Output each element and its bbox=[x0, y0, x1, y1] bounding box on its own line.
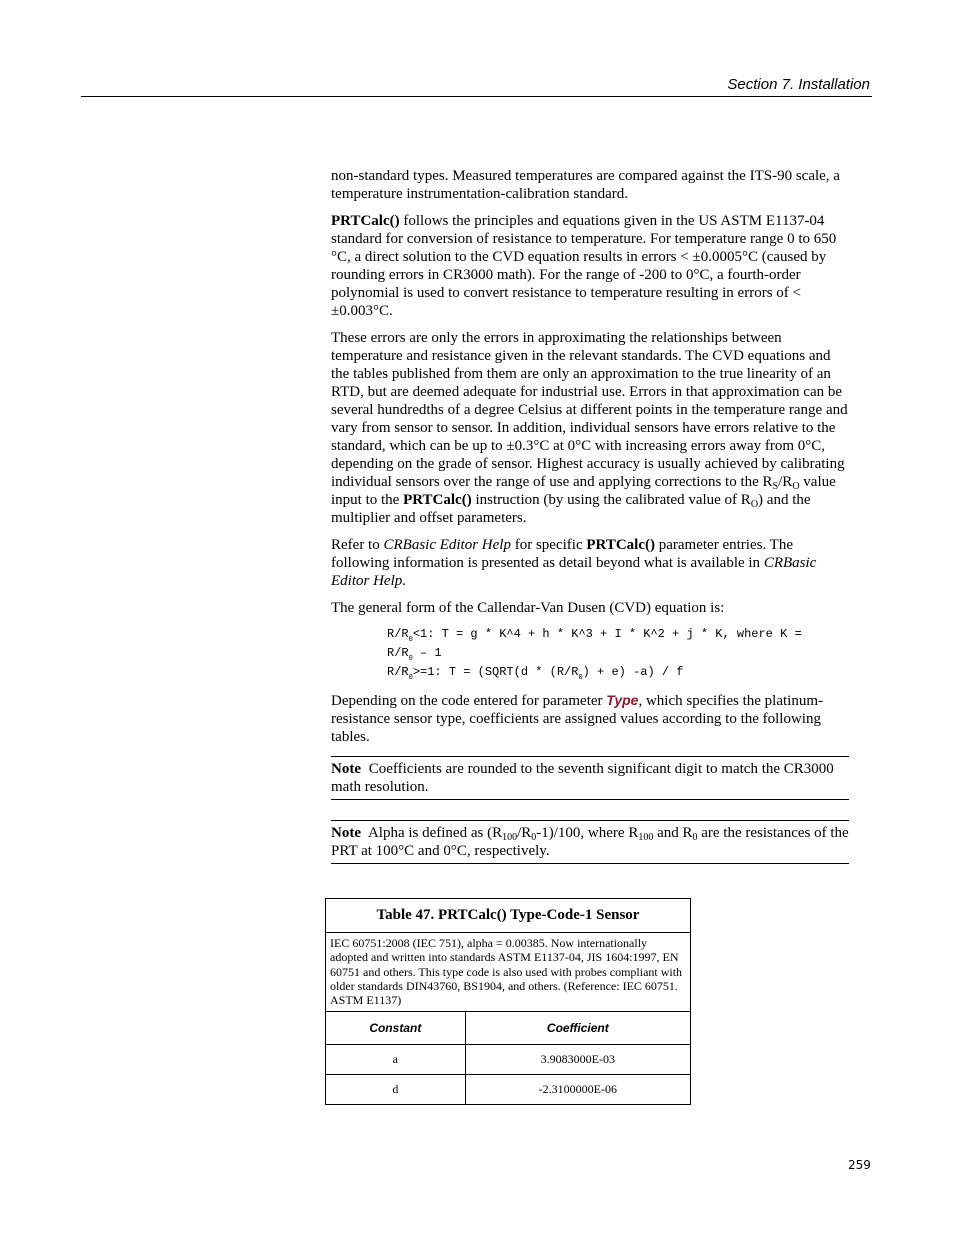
table-row bbox=[326, 1075, 691, 1105]
page-header bbox=[81, 76, 872, 97]
table-cell: a bbox=[326, 1045, 466, 1075]
column-header-coefficient: Coefficient bbox=[465, 1012, 690, 1045]
note-alpha: Note Alpha is defined as $(R_{100}/R_0-1)/100$, where $R_{100}$ and $R_0$ are the resistances of the PRT at 100°C and 0°C, respectively. bbox=[331, 820, 849, 864]
paragraph-refer: Refer to CRBasic Editor Help for specific PRTCalc() parameter entries. The following information is presented as detail beyond what is available in CRBasic Editor Help. bbox=[331, 537, 817, 589]
code-line: $R/R_0<1$: T = g * K^4 + h * K^3 + I * K^2 + j * K, where K = bbox=[387, 627, 802, 644]
code-line: $R/R_0>=1$: T = (SQRT(d * $(R/R_0) + e$) -a) / f bbox=[387, 665, 684, 682]
paragraph-prtcalc: PRTCalc() follows the principles and equations given in the US ASTM E1137-04 standard for conversion of resistance to temperature. For temperature range 0 to 650 °C, a direct solution to the CVD equation results in errors < ±0.0005°C (caused by rounding errors in CR3000 math). For the range of -200 to 0°C, a fourth-order polynomial is used to convert resistance to temperature resulting in errors of < ±0.003°C. bbox=[331, 213, 837, 319]
note-label: Note bbox=[331, 761, 361, 777]
function-name: PRTCalc() bbox=[586, 537, 655, 553]
code-line: $R/R_0 - 1$ bbox=[387, 646, 442, 663]
subscript: O bbox=[750, 499, 759, 510]
main-content bbox=[331, 167, 849, 884]
help-reference: CRBasic Editor Help bbox=[383, 537, 511, 553]
table-row bbox=[326, 1045, 691, 1075]
table-cell: 3.9083000E-03 bbox=[465, 1045, 690, 1075]
paragraph-errors: These errors are only the errors in approximating the relationships between temperature and resistance given in the relevant standards. The CVD equations and the tables published from them are only an approximation to the true linearity of an RTD, but are deemed adequate for industrial use. Errors in that approximation can be several hundredths of a degree Celsius at different points in the temperature range and vary from sensor to sensor. In addition, individual sensors have errors relative to the standard, which can be up to ±0.3°C at 0°C with increasing errors away from 0°C, depending on the grade of sensor. Highest accuracy is usually achieved by calibrating individual sensors over the range of use and applying corrections to the $R_S/R_O$ value input to the PRTCalc() instruction (by using the calibrated value of $R_O$) and the multiplier and offset parameters. bbox=[331, 330, 848, 526]
cvd-equation-code bbox=[387, 626, 849, 683]
column-header-constant: Constant bbox=[326, 1012, 466, 1045]
subscript: O bbox=[792, 481, 800, 492]
note-rounding: Note Coefficients are rounded to the seventh significant digit to match the CR3000 math resolution. bbox=[331, 756, 849, 800]
page-number: 259 bbox=[848, 1158, 871, 1172]
paragraph-cvd-intro: The general form of the Callendar-Van Dusen (CVD) equation is: bbox=[331, 600, 725, 616]
table-description: IEC 60751:2008 (IEC 751), alpha = 0.00385. Now internationally adopted and written into standards ASTM E1137-04, JIS 1604:1997, EN 60751 and others. This type code is also used with probes compliant with older standards DIN43760, BS1904, and others. (Reference: IEC 60751. ASTM E1137) bbox=[326, 933, 691, 1012]
function-name: PRTCalc() bbox=[403, 492, 472, 508]
subscript: S bbox=[772, 481, 779, 492]
parameter-name: Type bbox=[606, 692, 639, 708]
paragraph-type-param: Depending on the code entered for parameter Type, which specifies the platinum-resistance sensor type, coefficients are assigned values according to the following tables. bbox=[331, 692, 823, 745]
table-cell: d bbox=[326, 1075, 466, 1105]
coefficient-table bbox=[325, 898, 691, 1105]
paragraph-intro: non-standard types. Measured temperatures are compared against the ITS-90 scale, a temperature instrumentation-calibration standard. bbox=[331, 168, 840, 202]
function-name: PRTCalc() bbox=[331, 213, 400, 229]
note-label: Note bbox=[331, 825, 361, 841]
section-title: Section 7. Installation bbox=[727, 76, 870, 93]
table-caption: Table 47. PRTCalc() Type-Code-1 Sensor bbox=[326, 899, 691, 933]
help-reference: CRBasic Editor Help bbox=[331, 555, 817, 589]
table-cell: -2.3100000E-06 bbox=[465, 1075, 690, 1105]
